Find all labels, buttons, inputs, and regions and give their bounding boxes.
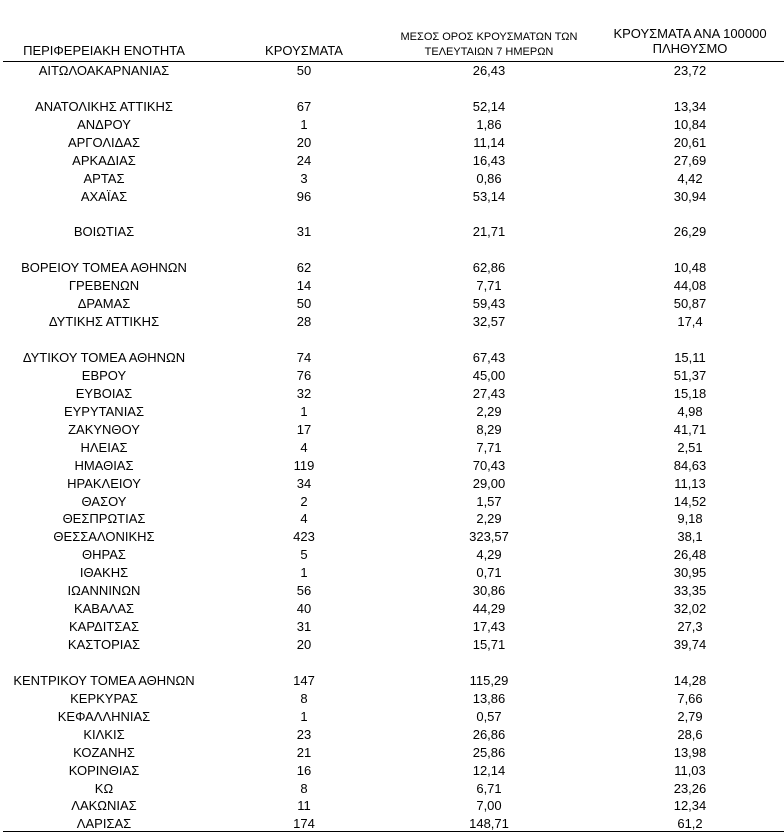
region-cell: ΑΝΑΤΟΛΙΚΗΣ ΑΤΤΙΚΗΣ <box>35 98 173 114</box>
per100k-cell: 15,11 <box>674 350 706 365</box>
region-cell: ΚΟΖΑΝΗΣ <box>73 744 135 760</box>
table-row <box>0 582 784 600</box>
table-row <box>0 564 784 582</box>
per100k-cell: 51,37 <box>673 367 707 383</box>
cases-cell: 74 <box>296 350 312 365</box>
table-header <box>0 0 784 62</box>
avg7-cell: 26,86 <box>472 726 506 742</box>
per100k-cell: 13,34 <box>673 98 707 114</box>
spacer-row <box>0 331 784 349</box>
region-cell: ΔΥΤΙΚΟΥ ΤΟΜΕΑ ΑΘΗΝΩΝ <box>22 350 186 365</box>
avg7-cell: 16,43 <box>472 152 506 168</box>
cases-cell: 11 <box>297 798 311 814</box>
table-row <box>0 600 784 618</box>
table-row <box>0 349 784 367</box>
column-header-cases-per-100k-line2: ΠΛΗΘΥΣΜΟ <box>652 41 728 56</box>
table-row <box>0 528 784 546</box>
cases-cell: 50 <box>296 296 312 312</box>
avg7-cell: 26,43 <box>472 63 506 78</box>
column-header-7day-average-line1: ΜΕΣΟΣ ΟΡΟΣ ΚΡΟΥΣΜΑΤΩΝ ΤΩΝ <box>400 31 578 43</box>
table-row <box>0 277 784 295</box>
table-row <box>0 780 784 798</box>
table-row <box>0 188 784 206</box>
per100k-cell: 13,98 <box>673 744 707 760</box>
avg7-cell: 0,71 <box>476 565 502 581</box>
cases-cell: 50 <box>296 63 312 78</box>
region-cell: ΘΕΣΠΡΩΤΙΑΣ <box>62 511 146 527</box>
avg7-cell: 25,86 <box>472 744 506 760</box>
region-cell: ΑΧΑΪΑΣ <box>80 188 128 204</box>
per100k-cell: 11,13 <box>674 475 706 491</box>
per100k-cell: 32,02 <box>673 601 707 617</box>
avg7-cell: 7,00 <box>476 798 502 814</box>
table-row <box>0 367 784 385</box>
avg7-cell: 2,29 <box>476 403 502 419</box>
avg7-cell: 0,57 <box>476 708 502 724</box>
avg7-cell: 12,14 <box>472 762 506 778</box>
table-row <box>0 475 784 493</box>
region-cell: ΒΟΙΩΤΙΑΣ <box>73 224 135 240</box>
cases-cell: 17 <box>296 421 312 437</box>
cases-cell: 31 <box>296 224 312 240</box>
avg7-cell: 15,71 <box>472 637 506 652</box>
table-body <box>0 62 784 833</box>
region-cell: ΑΡΚΑΔΙΑΣ <box>72 152 136 168</box>
per100k-cell: 11,03 <box>674 762 706 778</box>
per100k-cell: 7,66 <box>677 690 703 706</box>
per100k-cell: 23,72 <box>673 63 707 78</box>
per100k-cell: 23,26 <box>673 780 707 796</box>
table-row <box>0 259 784 277</box>
avg7-cell: 30,86 <box>472 583 506 599</box>
region-cell: ΗΜΑΘΙΑΣ <box>74 457 134 473</box>
avg7-cell: 53,14 <box>472 188 506 204</box>
region-cell: ΘΗΡΑΣ <box>82 547 126 563</box>
avg7-cell: 52,14 <box>472 98 506 114</box>
avg7-cell: 6,71 <box>476 780 502 796</box>
table-row <box>0 797 784 815</box>
cases-cell: 174 <box>293 816 315 832</box>
cases-cell: 8 <box>300 690 308 706</box>
avg7-cell: 1,57 <box>476 493 502 509</box>
region-cell: ΑΝΔΡΟΥ <box>77 116 131 132</box>
per100k-cell: 28,6 <box>677 726 703 742</box>
spacer-row <box>0 206 784 224</box>
cases-cell: 76 <box>296 367 312 383</box>
region-cell: ΙΘΑΚΗΣ <box>79 565 129 581</box>
cases-cell: 23 <box>296 726 312 742</box>
avg7-cell: 7,71 <box>476 278 502 294</box>
table-row <box>0 493 784 511</box>
avg7-cell: 70,43 <box>472 457 506 473</box>
avg7-cell: 13,86 <box>472 690 506 706</box>
table-row <box>0 690 784 708</box>
table-row <box>0 744 784 762</box>
region-cell: ΙΩΑΝΝΙΝΩΝ <box>67 583 141 599</box>
cases-cell: 5 <box>300 547 308 563</box>
table-row <box>0 385 784 403</box>
cases-cell: 119 <box>293 457 315 473</box>
avg7-cell: 67,43 <box>472 350 506 365</box>
table-row <box>0 708 784 726</box>
avg7-cell: 8,29 <box>476 421 502 437</box>
spacer-row <box>0 654 784 672</box>
region-cell: ΚΕΡΚΥΡΑΣ <box>70 690 138 706</box>
region-cell: ΓΡΕΒΕΝΩΝ <box>68 278 140 294</box>
region-cell: ΗΡΑΚΛΕΙΟΥ <box>67 475 141 491</box>
region-cell: ΚΑΣΤΟΡΙΑΣ <box>67 637 141 652</box>
per100k-cell: 30,95 <box>673 565 707 581</box>
per100k-cell: 4,98 <box>677 403 703 419</box>
region-cell: ΑΡΤΑΣ <box>83 170 125 186</box>
table-row <box>0 726 784 744</box>
per100k-cell: 44,08 <box>673 278 707 294</box>
avg7-cell: 2,29 <box>476 511 502 527</box>
cases-cell: 56 <box>296 583 312 599</box>
cases-cell: 147 <box>293 672 315 688</box>
column-header-7day-average-line2: ΤΕΛΕΥΤΑΙΩΝ 7 ΗΜΕΡΩΝ <box>424 46 554 58</box>
table-row <box>0 313 784 331</box>
avg7-cell: 323,57 <box>469 529 509 545</box>
cases-cell: 96 <box>296 188 312 204</box>
region-cell: ΛΑΚΩΝΙΑΣ <box>71 798 137 814</box>
region-cell: ΕΒΡΟΥ <box>81 367 127 383</box>
table-row <box>0 421 784 439</box>
cases-cell: 8 <box>300 780 308 796</box>
cases-cell: 14 <box>296 278 312 294</box>
cases-cell: 423 <box>293 529 315 545</box>
column-header-7day-average <box>400 30 578 60</box>
region-cell: ΕΥΒΟΙΑΣ <box>75 385 133 401</box>
region-cell: ΔΡΑΜΑΣ <box>77 296 131 312</box>
avg7-cell: 0,86 <box>476 170 502 186</box>
cases-cell: 67 <box>296 98 312 114</box>
cases-cell: 21 <box>296 744 312 760</box>
cases-cell: 31 <box>296 619 312 635</box>
cases-cell: 1 <box>300 565 308 581</box>
table-row <box>0 98 784 116</box>
table-row <box>0 116 784 134</box>
table-row <box>0 403 784 421</box>
column-header-region: ΠΕΡΙΦΕΡΕΙΑΚΗ ΕΝΟΤΗΤΑ <box>23 43 185 58</box>
avg7-cell: 21,71 <box>472 224 506 240</box>
per100k-cell: 61,2 <box>677 816 703 832</box>
per100k-cell: 10,84 <box>673 116 707 132</box>
per100k-cell: 27,69 <box>673 152 707 168</box>
table-row <box>0 152 784 170</box>
region-cell: ΘΑΣΟΥ <box>81 493 127 509</box>
cases-cell: 32 <box>296 385 312 401</box>
region-cell: ΑΡΓΟΛΙΔΑΣ <box>67 134 141 150</box>
avg7-cell: 32,57 <box>472 314 506 330</box>
per100k-cell: 17,4 <box>677 314 703 330</box>
cases-cell: 1 <box>300 403 308 419</box>
region-cell: ΚΟΡΙΝΘΙΑΣ <box>68 762 140 778</box>
region-cell: ΘΕΣΣΑΛΟΝΙΚΗΣ <box>53 529 155 545</box>
per100k-cell: 9,18 <box>677 511 703 527</box>
per100k-cell: 26,48 <box>673 547 707 563</box>
region-cell: ΖΑΚΥΝΘΟΥ <box>68 421 140 437</box>
per100k-cell: 39,74 <box>673 637 707 652</box>
cases-cell: 4 <box>300 511 308 527</box>
region-cell: ΚΕΝΤΡΙΚΟΥ ΤΟΜΕΑ ΑΘΗΝΩΝ <box>13 672 195 688</box>
column-header-cases: ΚΡΟΥΣΜΑΤΑ <box>265 43 343 58</box>
cases-cell: 62 <box>296 260 312 276</box>
table-row <box>0 510 784 528</box>
cases-cell: 1 <box>300 708 308 724</box>
per100k-cell: 2,51 <box>677 439 703 455</box>
table-row <box>0 457 784 475</box>
region-cell: ΚΙΛΚΙΣ <box>83 726 125 742</box>
table-row <box>0 170 784 188</box>
avg7-cell: 115,29 <box>469 672 509 688</box>
cases-cell: 16 <box>296 762 312 778</box>
avg7-cell: 4,29 <box>476 547 502 563</box>
cases-cell: 34 <box>296 475 312 491</box>
cases-cell: 4 <box>300 439 308 455</box>
table-row <box>0 295 784 313</box>
region-cell: ΕΥΡΥΤΑΝΙΑΣ <box>63 403 145 419</box>
region-cell: ΔΥΤΙΚΗΣ ΑΤΤΙΚΗΣ <box>48 314 160 330</box>
per100k-cell: 50,87 <box>673 296 707 312</box>
region-cell: ΑΙΤΩΛΟΑΚΑΡΝΑΝΙΑΣ <box>38 63 170 78</box>
cases-cell: 1 <box>300 116 308 132</box>
table-row <box>0 636 784 654</box>
cases-cell: 40 <box>296 601 312 617</box>
table-row <box>0 134 784 152</box>
cases-cell: 3 <box>300 170 308 186</box>
table-row <box>0 223 784 241</box>
table-row <box>0 439 784 457</box>
avg7-cell: 44,29 <box>472 601 506 617</box>
avg7-cell: 7,71 <box>476 439 502 455</box>
table-row <box>0 62 784 80</box>
region-cell: ΚΩ <box>94 780 114 796</box>
cases-cell: 20 <box>296 637 312 652</box>
table-row <box>0 672 784 690</box>
avg7-cell: 59,43 <box>472 296 506 312</box>
per100k-cell: 84,63 <box>673 457 707 473</box>
region-cell: ΚΕΦΑΛΛΗΝΙΑΣ <box>57 708 151 724</box>
avg7-cell: 148,71 <box>469 816 509 832</box>
per100k-cell: 33,35 <box>673 583 707 599</box>
per100k-cell: 12,34 <box>673 798 707 814</box>
per100k-cell: 4,42 <box>677 170 703 186</box>
avg7-cell: 11,14 <box>473 134 505 150</box>
avg7-cell: 27,43 <box>472 385 506 401</box>
avg7-cell: 45,00 <box>472 367 506 383</box>
region-cell: ΛΑΡΙΣΑΣ <box>76 816 132 832</box>
spacer-row <box>0 80 784 98</box>
per100k-cell: 14,28 <box>673 672 707 688</box>
per100k-cell: 10,48 <box>673 260 707 276</box>
per100k-cell: 20,61 <box>673 134 707 150</box>
region-cell: ΚΑΡΔΙΤΣΑΣ <box>68 619 140 635</box>
spacer-row <box>0 241 784 259</box>
per100k-cell: 26,29 <box>673 224 707 240</box>
per100k-cell: 2,79 <box>677 708 703 724</box>
table-row <box>0 762 784 780</box>
bottom-divider <box>3 831 784 832</box>
column-header-cases-per-100k <box>600 26 780 56</box>
avg7-cell: 29,00 <box>472 475 506 491</box>
avg7-cell: 62,86 <box>472 260 506 276</box>
region-cell: ΒΟΡΕΙΟΥ ΤΟΜΕΑ ΑΘΗΝΩΝ <box>21 260 187 276</box>
table-row <box>0 546 784 564</box>
per100k-cell: 38,1 <box>677 529 703 545</box>
table-row <box>0 618 784 636</box>
cases-cell: 24 <box>296 152 312 168</box>
per100k-cell: 27,3 <box>677 619 703 635</box>
avg7-cell: 17,43 <box>472 619 506 635</box>
cases-cell: 20 <box>296 134 312 150</box>
cases-cell: 28 <box>296 314 312 330</box>
region-cell: ΗΛΕΙΑΣ <box>80 439 128 455</box>
column-header-cases-per-100k-line1: ΚΡΟΥΣΜΑΤΑ ΑΝΑ 100000 <box>613 26 767 41</box>
per100k-cell: 30,94 <box>673 188 707 204</box>
per100k-cell: 15,18 <box>673 385 707 401</box>
region-cell: ΚΑΒΑΛΑΣ <box>73 601 135 617</box>
per100k-cell: 41,71 <box>673 421 707 437</box>
avg7-cell: 1,86 <box>476 116 502 132</box>
per100k-cell: 14,52 <box>673 493 707 509</box>
cases-cell: 2 <box>300 493 308 509</box>
